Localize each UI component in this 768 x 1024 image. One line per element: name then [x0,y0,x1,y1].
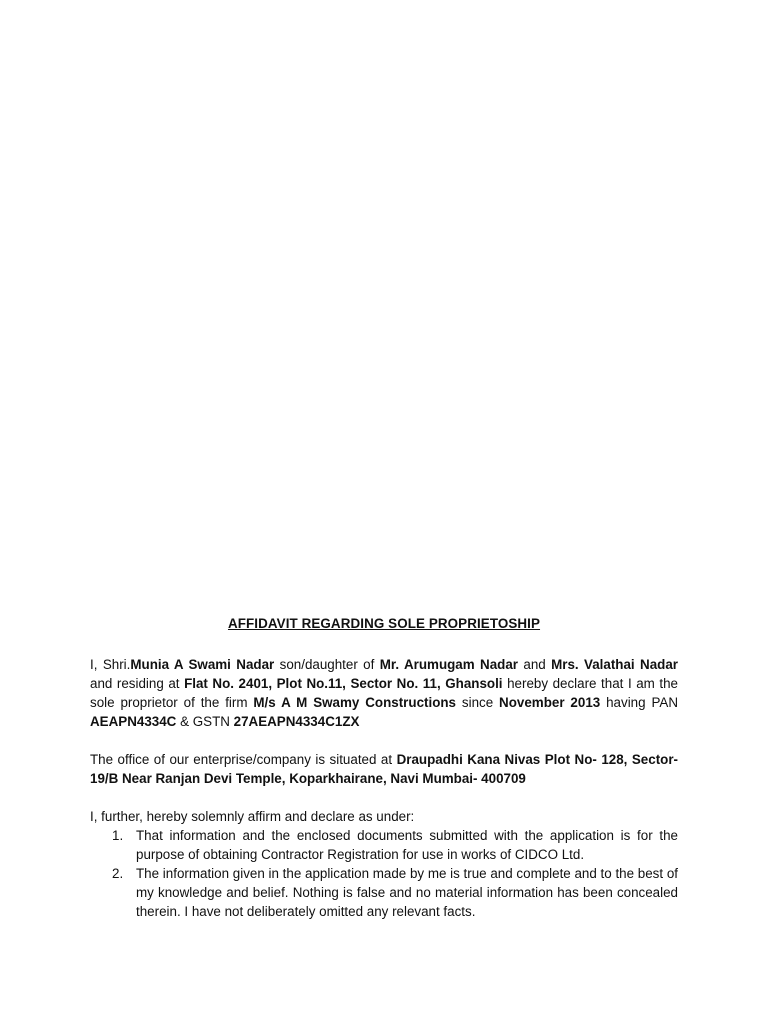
text-segment: The office of our enterprise/company is situated at [90,752,397,767]
residence-address: Flat No. 2401, Plot No.11, Sector No. 11, Ghansoli [184,676,503,691]
firm-name: M/s A M Swamy Constructions [253,695,457,710]
gstn-number: 27AEAPN4334C1ZX [233,714,360,729]
list-item [90,826,678,864]
document-title: AFFIDAVIT REGARDING SOLE PROPRIETOSHIP [227,616,541,631]
office-address: Draupadhi Kana Nivas Plot No- 128, Sector-19/B Near Ranjan Devi Temple, Koparkhairane, Navi Mumbai- 400709 [90,752,678,786]
text-segment: and [518,657,552,672]
list-text: That information and the enclosed documents submitted with the application is for the purpose of obtaining Contractor Registration for use in works of CIDCO Ltd. [136,828,678,862]
pan-number: AEAPN4334C [90,714,177,729]
document-body [90,614,678,921]
office-paragraph [90,750,678,788]
text-segment: I, Shri. [90,657,131,672]
mother-name: Mrs. Valathai Nadar [551,657,678,672]
text-segment: hereby declare that I am the sole proprietor of the firm [90,676,678,710]
since-date: November 2013 [499,695,601,710]
text-segment: having PAN [600,695,678,710]
father-name: Mr. Arumugam Nadar [379,657,518,672]
list-item [90,864,678,921]
text-segment: and residing at [90,676,185,691]
declaration-list [90,826,678,921]
declarant-paragraph [90,655,678,731]
declaration-intro: I, further, hereby solemnly affirm and declare as under: [90,809,415,824]
declarant-name: Munia A Swami Nadar [130,657,275,672]
list-number: 1. [112,828,124,843]
list-text: The information given in the application made by me is true and complete and to the best of my knowledge and belief. Nothing is false and no material information has been concealed therein. I have not deliberately omitted any relevant facts. [136,866,678,919]
text-segment: son/daughter of [274,657,380,672]
text-segment: & GSTN [176,714,234,729]
list-number: 2. [112,866,124,881]
text-segment: since [456,695,500,710]
